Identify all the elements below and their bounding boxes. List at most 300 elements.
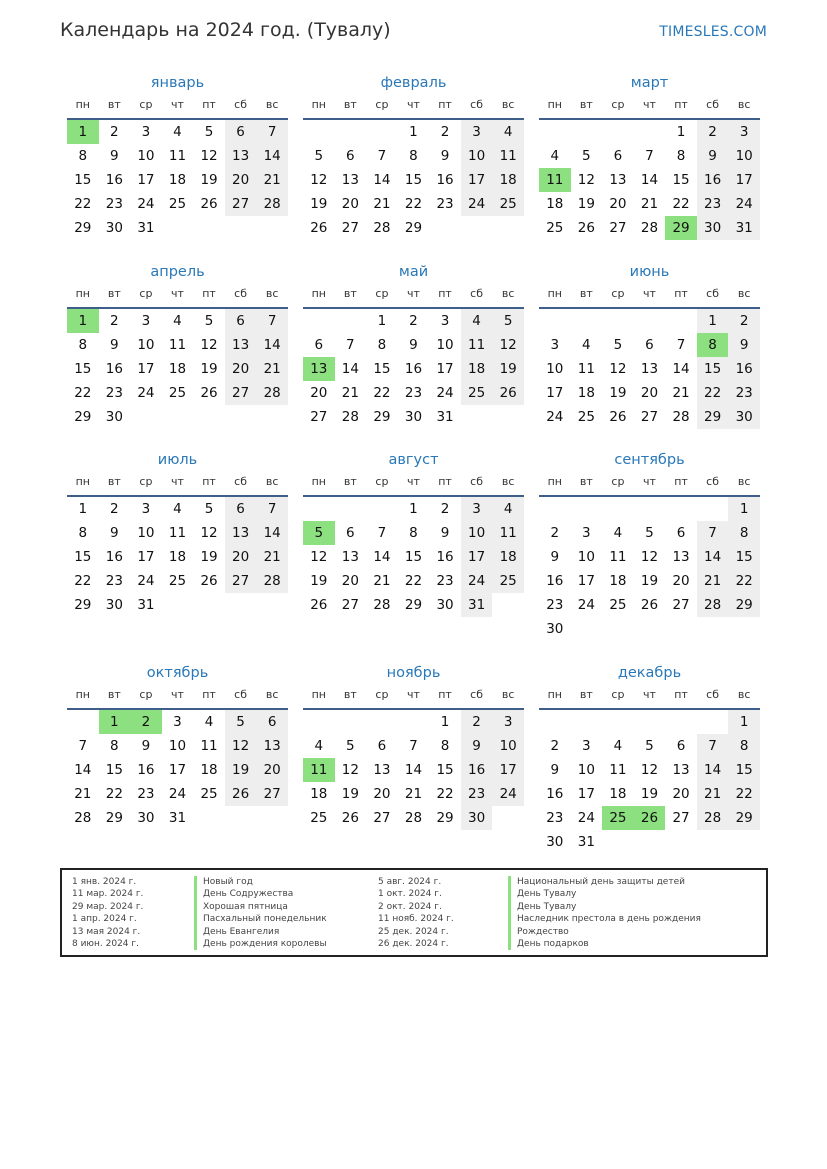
week-row — [67, 405, 288, 429]
day-cell: 2 — [697, 120, 729, 144]
week-row — [67, 381, 288, 405]
empty-day-cell — [571, 617, 603, 641]
weekday-label: чт — [407, 287, 420, 300]
legend-holiday-name: Новый год — [194, 876, 327, 888]
day-cell: 13 — [225, 144, 257, 168]
legend-dates-left — [72, 876, 143, 950]
day-cell: 27 — [341, 597, 359, 613]
weekday-label: сб — [706, 688, 720, 701]
day-cell: 18 — [310, 786, 328, 802]
month-name: сентябрь — [614, 452, 685, 468]
day-cell: 11 — [609, 549, 627, 565]
empty-day-cell — [697, 830, 729, 854]
weekday-label: пт — [674, 98, 688, 111]
week-row — [539, 734, 760, 758]
holiday-day-cell: 11 — [539, 168, 571, 192]
day-cell: 31 — [577, 834, 595, 850]
day-cell: 22 — [672, 196, 690, 212]
day-cell: 21 — [256, 357, 288, 381]
day-cell: 29 — [74, 409, 92, 425]
day-cell: 17 — [492, 758, 524, 782]
day-cell: 24 — [577, 810, 595, 826]
empty-day-cell — [571, 120, 603, 144]
day-cell: 8 — [110, 738, 119, 754]
weekday-label: вс — [737, 688, 751, 701]
day-cell: 6 — [225, 309, 257, 333]
empty-day-cell — [634, 617, 666, 641]
weekday-label: пт — [438, 475, 452, 488]
day-cell: 14 — [697, 545, 729, 569]
day-cell: 10 — [546, 361, 564, 377]
day-cell: 7 — [676, 337, 686, 353]
weekday-header — [539, 283, 760, 309]
day-cell: 26 — [609, 409, 627, 425]
day-cell: 18 — [546, 196, 564, 212]
empty-day-cell — [335, 309, 367, 333]
empty-day-cell — [634, 309, 666, 333]
week-row — [67, 357, 288, 381]
day-cell: 29 — [74, 597, 92, 613]
day-cell: 17 — [728, 168, 760, 192]
day-cell: 24 — [137, 196, 155, 212]
day-cell: 20 — [672, 573, 690, 589]
day-cell: 29 — [436, 810, 454, 826]
day-cell: 5 — [613, 337, 623, 353]
day-cell: 13 — [672, 549, 690, 565]
day-cell: 24 — [492, 782, 524, 806]
day-cell: 20 — [225, 545, 257, 569]
day-cell: 20 — [373, 786, 391, 802]
day-cell: 17 — [546, 385, 564, 401]
day-cell: 3 — [550, 337, 560, 353]
day-cell: 31 — [168, 810, 187, 826]
day-cell: 8 — [78, 337, 88, 353]
empty-day-cell — [193, 593, 225, 617]
day-cell: 7 — [346, 337, 355, 353]
holiday-day-cell: 25 — [602, 806, 634, 830]
holiday-day-cell: 11 — [303, 758, 335, 782]
day-cell: 29 — [404, 220, 423, 236]
week-row — [539, 120, 760, 144]
day-cell: 3 — [141, 124, 151, 140]
weekday-label: пн — [547, 287, 562, 300]
day-cell: 21 — [74, 786, 92, 802]
day-cell: 1 — [697, 309, 729, 333]
week-row — [303, 357, 524, 381]
week-row — [539, 381, 760, 405]
month-name: март — [630, 75, 669, 91]
empty-day-cell — [665, 710, 697, 734]
weekday-label: пт — [438, 287, 452, 300]
weekday-label: вс — [737, 475, 751, 488]
day-cell: 2 — [440, 124, 450, 140]
day-cell: 18 — [609, 573, 627, 589]
day-cell: 21 — [373, 573, 391, 589]
day-cell: 18 — [492, 545, 524, 569]
day-cell: 15 — [74, 172, 92, 188]
month-11 — [539, 662, 760, 854]
day-cell: 12 — [200, 337, 218, 353]
month-name: октябрь — [146, 665, 209, 681]
week-row — [539, 758, 760, 782]
day-cell: 16 — [105, 172, 123, 188]
day-cell: 18 — [461, 357, 493, 381]
day-cell: 20 — [225, 168, 257, 192]
day-cell: 9 — [461, 734, 493, 758]
week-row — [67, 734, 288, 758]
day-cell: 30 — [137, 810, 155, 826]
weekday-header — [303, 94, 524, 120]
week-row — [539, 617, 760, 641]
day-cell: 22 — [404, 573, 423, 589]
empty-day-cell — [366, 497, 398, 521]
day-cell: 15 — [672, 172, 690, 188]
day-cell: 30 — [546, 621, 564, 637]
day-cell: 12 — [640, 549, 659, 565]
day-cell: 3 — [582, 525, 591, 541]
day-cell: 12 — [200, 525, 218, 541]
empty-day-cell — [539, 309, 571, 333]
day-cell: 1 — [409, 501, 418, 517]
weekday-label: сб — [470, 475, 484, 488]
legend-date: 26 дек. 2024 г. — [378, 938, 449, 949]
weekday-label: ср — [139, 475, 153, 488]
week-row — [539, 497, 760, 521]
week-row — [303, 192, 524, 216]
legend-holiday-name: День рождения королевы — [194, 938, 327, 950]
day-cell: 1 — [728, 710, 760, 734]
day-cell: 14 — [697, 758, 729, 782]
day-cell: 4 — [613, 738, 623, 754]
weekday-label: вт — [579, 475, 593, 488]
day-cell: 4 — [461, 309, 493, 333]
day-cell: 2 — [110, 124, 119, 140]
weekday-label: пт — [202, 475, 216, 488]
day-cell: 24 — [168, 786, 187, 802]
day-cell: 10 — [137, 337, 155, 353]
weekday-label: вс — [501, 287, 515, 300]
legend-date: 13 мая 2024 г. — [72, 926, 141, 937]
empty-day-cell — [602, 309, 634, 333]
weekday-label: вс — [501, 98, 515, 111]
month-4 — [303, 261, 524, 429]
weekday-label: вт — [579, 287, 593, 300]
month-1 — [303, 72, 524, 240]
day-cell: 29 — [105, 810, 123, 826]
day-cell: 27 — [310, 409, 328, 425]
day-cell: 16 — [546, 786, 564, 802]
day-cell: 4 — [550, 148, 560, 164]
day-cell: 19 — [225, 758, 257, 782]
empty-day-cell — [225, 405, 257, 429]
empty-day-cell — [602, 120, 634, 144]
day-cell: 18 — [168, 549, 187, 565]
day-cell: 10 — [728, 144, 760, 168]
day-cell: 25 — [168, 196, 187, 212]
empty-day-cell — [225, 216, 257, 240]
empty-day-cell — [571, 309, 603, 333]
day-cell: 14 — [256, 333, 288, 357]
empty-day-cell — [335, 710, 367, 734]
day-cell: 15 — [373, 361, 391, 377]
week-row — [67, 782, 288, 806]
day-cell: 1 — [440, 714, 450, 730]
weekday-label: сб — [470, 98, 484, 111]
empty-day-cell — [665, 617, 697, 641]
day-cell: 27 — [225, 381, 257, 405]
day-cell: 12 — [609, 361, 627, 377]
day-cell: 14 — [74, 762, 92, 778]
day-cell: 11 — [200, 738, 218, 754]
week-row — [67, 545, 288, 569]
week-row — [67, 144, 288, 168]
empty-day-cell — [539, 497, 571, 521]
day-cell: 21 — [256, 545, 288, 569]
day-cell: 7 — [256, 120, 288, 144]
day-cell: 31 — [137, 597, 155, 613]
legend-names-left — [194, 876, 327, 950]
day-cell: 28 — [404, 810, 423, 826]
weekday-label: ср — [375, 475, 389, 488]
week-row — [67, 806, 288, 830]
page-title: Календарь на 2024 год. (Тувалу) — [60, 19, 391, 41]
day-cell: 8 — [78, 525, 88, 541]
weekday-label: вт — [107, 287, 121, 300]
day-cell: 10 — [577, 762, 595, 778]
day-cell: 27 — [225, 192, 257, 216]
day-cell: 1 — [377, 313, 387, 329]
empty-day-cell — [697, 497, 729, 521]
day-cell: 9 — [110, 525, 119, 541]
weekday-label: чт — [171, 287, 184, 300]
legend-date: 5 авг. 2024 г. — [378, 877, 442, 887]
day-cell: 10 — [577, 549, 595, 565]
week-row — [67, 216, 288, 240]
day-cell: 9 — [728, 333, 760, 357]
day-cell: 6 — [314, 337, 324, 353]
day-cell: 28 — [74, 810, 92, 826]
empty-day-cell — [225, 806, 257, 830]
empty-day-cell — [303, 120, 335, 144]
weekday-label: сб — [706, 98, 720, 111]
day-cell: 19 — [609, 385, 627, 401]
day-cell: 31 — [137, 220, 155, 236]
day-cell: 21 — [697, 782, 729, 806]
day-cell: 10 — [461, 521, 493, 545]
day-cell: 1 — [409, 124, 418, 140]
day-cell: 23 — [137, 786, 155, 802]
weekday-header — [303, 684, 524, 710]
week-row — [67, 168, 288, 192]
weekday-label: пт — [674, 287, 688, 300]
day-cell: 9 — [550, 762, 560, 778]
day-cell: 18 — [200, 762, 218, 778]
empty-day-cell — [162, 216, 194, 240]
day-cell: 15 — [404, 549, 423, 565]
week-row — [67, 192, 288, 216]
day-cell: 6 — [225, 120, 257, 144]
day-cell: 4 — [173, 501, 182, 517]
day-cell: 30 — [461, 806, 493, 830]
day-cell: 9 — [440, 148, 450, 164]
day-cell: 7 — [645, 148, 654, 164]
day-cell: 24 — [728, 192, 760, 216]
day-cell: 18 — [577, 385, 595, 401]
day-cell: 3 — [461, 497, 493, 521]
day-cell: 18 — [168, 361, 187, 377]
day-cell: 19 — [640, 786, 659, 802]
day-cell: 7 — [409, 738, 418, 754]
empty-day-cell — [335, 120, 367, 144]
day-cell: 8 — [78, 148, 88, 164]
day-cell: 28 — [640, 220, 659, 236]
weekday-label: сб — [234, 475, 248, 488]
day-cell: 15 — [74, 361, 92, 377]
day-cell: 24 — [137, 573, 155, 589]
week-row — [67, 710, 288, 734]
day-cell: 9 — [110, 337, 119, 353]
day-cell: 31 — [436, 409, 454, 425]
legend-date: 11 нояб. 2024 г. — [378, 914, 454, 925]
day-cell: 18 — [168, 172, 187, 188]
week-row — [539, 569, 760, 593]
day-cell: 19 — [200, 361, 218, 377]
weekday-label: чт — [407, 98, 420, 111]
weekday-label: вс — [265, 98, 279, 111]
day-cell: 28 — [256, 192, 288, 216]
empty-day-cell — [571, 497, 603, 521]
empty-day-cell — [634, 497, 666, 521]
day-cell: 16 — [105, 549, 123, 565]
month-7 — [303, 449, 524, 617]
day-cell: 2 — [110, 501, 119, 517]
month-name: декабрь — [617, 665, 682, 681]
weekday-label: пт — [202, 287, 216, 300]
weekday-label: вс — [501, 688, 515, 701]
empty-day-cell — [335, 497, 367, 521]
weekday-label: сб — [706, 475, 720, 488]
week-row — [67, 593, 288, 617]
day-cell: 17 — [577, 573, 595, 589]
day-cell: 6 — [346, 148, 355, 164]
holiday-day-cell: 26 — [634, 806, 666, 830]
day-cell: 15 — [436, 762, 454, 778]
holiday-day-cell: 29 — [665, 216, 697, 240]
day-cell: 16 — [461, 758, 493, 782]
day-cell: 8 — [409, 525, 418, 541]
day-cell: 15 — [74, 549, 92, 565]
day-cell: 5 — [225, 710, 257, 734]
month-name: февраль — [380, 75, 447, 91]
week-row — [539, 545, 760, 569]
legend-holiday-name: День Содружества — [194, 888, 327, 900]
day-cell: 17 — [461, 545, 493, 569]
weekday-header — [303, 471, 524, 497]
weekday-label: вт — [343, 475, 357, 488]
weekday-label: сб — [234, 287, 248, 300]
day-cell: 12 — [200, 148, 218, 164]
day-cell: 2 — [550, 525, 560, 541]
empty-day-cell — [634, 830, 666, 854]
week-row — [539, 593, 760, 617]
weekday-label: пт — [438, 688, 452, 701]
day-cell: 27 — [256, 782, 288, 806]
weekday-label: чт — [407, 688, 420, 701]
day-cell: 2 — [550, 738, 560, 754]
empty-day-cell — [256, 216, 288, 240]
empty-day-cell — [492, 216, 524, 240]
empty-day-cell — [571, 710, 603, 734]
day-cell: 13 — [672, 762, 690, 778]
day-cell: 3 — [492, 710, 524, 734]
holiday-day-cell: 1 — [67, 309, 99, 333]
day-cell: 2 — [409, 313, 418, 329]
empty-day-cell — [193, 405, 225, 429]
week-row — [303, 497, 524, 521]
weekday-label: ср — [139, 98, 153, 111]
day-cell: 7 — [697, 734, 729, 758]
month-name: ноябрь — [386, 665, 441, 681]
day-cell: 29 — [697, 405, 729, 429]
day-cell: 5 — [582, 148, 591, 164]
day-cell: 17 — [168, 762, 187, 778]
weekday-label: вт — [343, 98, 357, 111]
weekday-label: чт — [643, 688, 656, 701]
day-cell: 19 — [492, 357, 524, 381]
weekday-label: сб — [470, 287, 484, 300]
day-cell: 30 — [697, 216, 729, 240]
day-cell: 5 — [204, 313, 214, 329]
day-cell: 15 — [697, 357, 729, 381]
weekday-label: пн — [547, 688, 562, 701]
day-cell: 29 — [728, 593, 760, 617]
empty-day-cell — [303, 309, 335, 333]
empty-day-cell — [366, 710, 398, 734]
week-row — [539, 333, 760, 357]
day-cell: 11 — [577, 361, 595, 377]
day-cell: 1 — [78, 501, 88, 517]
day-cell: 20 — [225, 357, 257, 381]
day-cell: 28 — [697, 593, 729, 617]
week-row — [67, 309, 288, 333]
weekday-label: пн — [75, 688, 90, 701]
day-cell: 21 — [697, 569, 729, 593]
day-cell: 10 — [137, 525, 155, 541]
empty-day-cell — [634, 120, 666, 144]
month-3 — [67, 261, 288, 429]
empty-day-cell — [634, 710, 666, 734]
empty-day-cell — [398, 710, 430, 734]
legend-date: 25 дек. 2024 г. — [378, 926, 449, 937]
weekday-label: пн — [311, 98, 326, 111]
weekday-label: вт — [579, 98, 593, 111]
weekday-label: ср — [375, 287, 389, 300]
legend-holiday-name: День Тувалу — [508, 888, 701, 900]
brand-link[interactable]: TIMESLES.COM — [659, 24, 767, 40]
day-cell: 22 — [373, 385, 391, 401]
day-cell: 26 — [200, 385, 218, 401]
empty-day-cell — [130, 405, 162, 429]
day-cell: 23 — [546, 597, 564, 613]
day-cell: 13 — [341, 549, 359, 565]
week-row — [303, 569, 524, 593]
day-cell: 2 — [440, 501, 450, 517]
day-cell: 4 — [314, 738, 324, 754]
day-cell: 21 — [341, 385, 359, 401]
day-cell: 13 — [256, 734, 288, 758]
legend-holiday-name: Рождество — [508, 926, 701, 938]
week-row — [539, 144, 760, 168]
